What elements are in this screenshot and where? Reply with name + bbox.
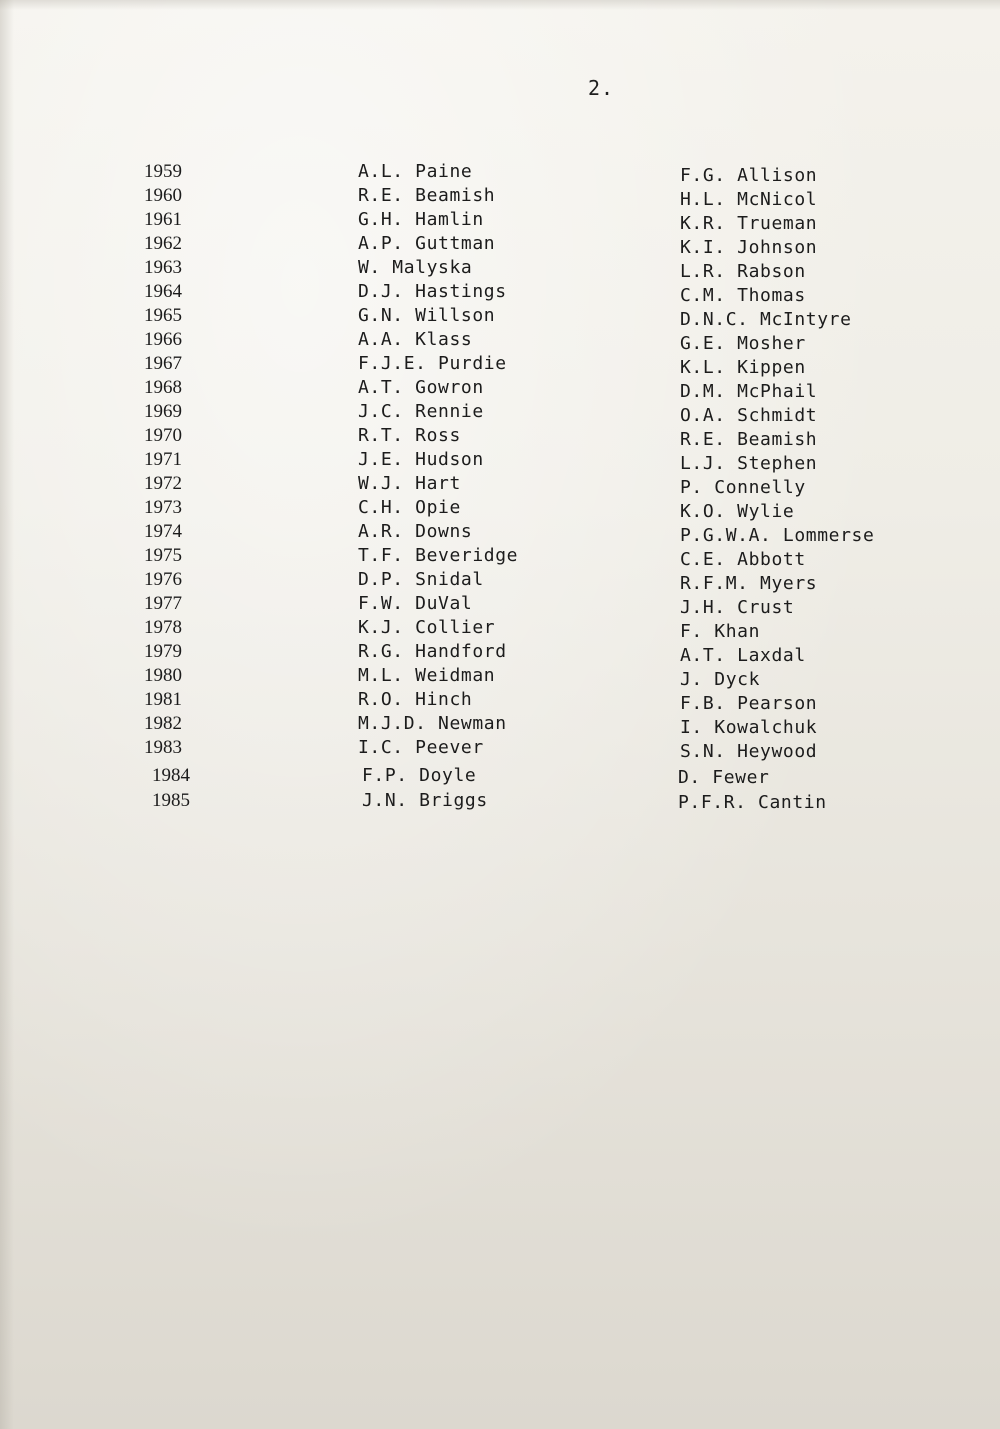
list-item — [0, 400, 1000, 424]
list-item — [0, 736, 1000, 760]
year: 1968 — [144, 377, 182, 398]
year-name-list — [0, 160, 1000, 813]
second-name: C.E. Abbott — [680, 549, 806, 570]
first-name: A.R. Downs — [358, 521, 473, 542]
second-name: A.T. Laxdal — [680, 645, 806, 666]
list-item — [0, 304, 1000, 328]
first-name: F.W. DuVal — [358, 593, 473, 614]
first-name: A.L. Paine — [358, 161, 473, 182]
second-name: L.R. Rabson — [680, 261, 806, 282]
second-name: K.I. Johnson — [680, 237, 818, 258]
year: 1962 — [144, 233, 182, 254]
second-name: H.L. McNicol — [680, 189, 818, 210]
list-item — [0, 544, 1000, 568]
list-item — [0, 760, 1000, 788]
year: 1971 — [144, 449, 182, 470]
year: 1985 — [152, 790, 190, 811]
first-name: T.F. Beveridge — [358, 545, 519, 566]
second-name: F.G. Allison — [680, 165, 818, 186]
year: 1977 — [144, 593, 182, 614]
second-name: F. Khan — [680, 621, 761, 642]
year: 1974 — [144, 521, 182, 542]
first-name: R.E. Beamish — [358, 185, 496, 206]
page-shadow-top — [0, 0, 1000, 10]
first-name: K.J. Collier — [358, 617, 496, 638]
second-name: R.E. Beamish — [680, 429, 818, 450]
list-item — [0, 208, 1000, 232]
second-name: K.O. Wylie — [680, 501, 795, 522]
list-item — [0, 232, 1000, 256]
list-item — [0, 160, 1000, 184]
first-name: G.N. Willson — [358, 305, 496, 326]
first-name: C.H. Opie — [358, 497, 461, 518]
first-name: R.T. Ross — [358, 425, 461, 446]
second-name: R.F.M. Myers — [680, 573, 818, 594]
second-name: J. Dyck — [680, 669, 761, 690]
year: 1980 — [144, 665, 182, 686]
year: 1975 — [144, 545, 182, 566]
second-name: D.M. McPhail — [680, 381, 818, 402]
list-item — [0, 592, 1000, 616]
second-name: S.N. Heywood — [680, 741, 818, 762]
first-name: F.J.E. Purdie — [358, 353, 507, 374]
first-name: D.J. Hastings — [358, 281, 507, 302]
year: 1966 — [144, 329, 182, 350]
second-name: D. Fewer — [678, 767, 770, 788]
page-number: 2. — [588, 76, 615, 100]
second-name: K.R. Trueman — [680, 213, 818, 234]
list-item — [0, 688, 1000, 712]
year: 1972 — [144, 473, 182, 494]
year: 1965 — [144, 305, 182, 326]
year: 1964 — [144, 281, 182, 302]
list-item — [0, 256, 1000, 280]
first-name: A.P. Guttman — [358, 233, 496, 254]
second-name: I. Kowalchuk — [680, 717, 818, 738]
first-name: J.N. Briggs — [362, 790, 488, 811]
second-name: K.L. Kippen — [680, 357, 806, 378]
second-name: O.A. Schmidt — [680, 405, 818, 426]
second-name: J.H. Crust — [680, 597, 795, 618]
second-name: P.G.W.A. Lommerse — [680, 525, 875, 546]
first-name: D.P. Snidal — [358, 569, 484, 590]
first-name: M.J.D. Newman — [358, 713, 507, 734]
year: 1981 — [144, 689, 182, 710]
year: 1973 — [144, 497, 182, 518]
list-item — [0, 640, 1000, 664]
first-name: A.T. Gowron — [358, 377, 484, 398]
list-item — [0, 664, 1000, 688]
first-name: G.H. Hamlin — [358, 209, 484, 230]
list-item — [0, 520, 1000, 544]
year: 1982 — [144, 713, 182, 734]
first-name: J.C. Rennie — [358, 401, 484, 422]
first-name: J.E. Hudson — [358, 449, 484, 470]
first-name: I.C. Peever — [358, 737, 484, 758]
second-name: D.N.C. McIntyre — [680, 309, 852, 330]
year: 1969 — [144, 401, 182, 422]
second-name: P. Connelly — [680, 477, 806, 498]
list-item — [0, 424, 1000, 448]
first-name: W.J. Hart — [358, 473, 461, 494]
first-name: F.P. Doyle — [362, 765, 477, 786]
list-item — [0, 448, 1000, 472]
list-item — [0, 616, 1000, 640]
list-item — [0, 376, 1000, 400]
list-item — [0, 785, 1000, 813]
year: 1959 — [144, 161, 182, 182]
year: 1979 — [144, 641, 182, 662]
year: 1967 — [144, 353, 182, 374]
first-name: M.L. Weidman — [358, 665, 496, 686]
year: 1984 — [152, 765, 190, 786]
second-name: F.B. Pearson — [680, 693, 818, 714]
year: 1961 — [144, 209, 182, 230]
list-item — [0, 568, 1000, 592]
year: 1978 — [144, 617, 182, 638]
year: 1960 — [144, 185, 182, 206]
list-item — [0, 184, 1000, 208]
list-item — [0, 280, 1000, 304]
second-name: L.J. Stephen — [680, 453, 818, 474]
year: 1976 — [144, 569, 182, 590]
year: 1983 — [144, 737, 182, 758]
year: 1970 — [144, 425, 182, 446]
first-name: W. Malyska — [358, 257, 473, 278]
list-item — [0, 472, 1000, 496]
list-item — [0, 328, 1000, 352]
second-name: P.F.R. Cantin — [678, 792, 827, 813]
first-name: R.O. Hinch — [358, 689, 473, 710]
year: 1963 — [144, 257, 182, 278]
list-item — [0, 496, 1000, 520]
list-item — [0, 352, 1000, 376]
first-name: R.G. Handford — [358, 641, 507, 662]
second-name: C.M. Thomas — [680, 285, 806, 306]
first-name: A.A. Klass — [358, 329, 473, 350]
list-item — [0, 712, 1000, 736]
second-name: G.E. Mosher — [680, 333, 806, 354]
